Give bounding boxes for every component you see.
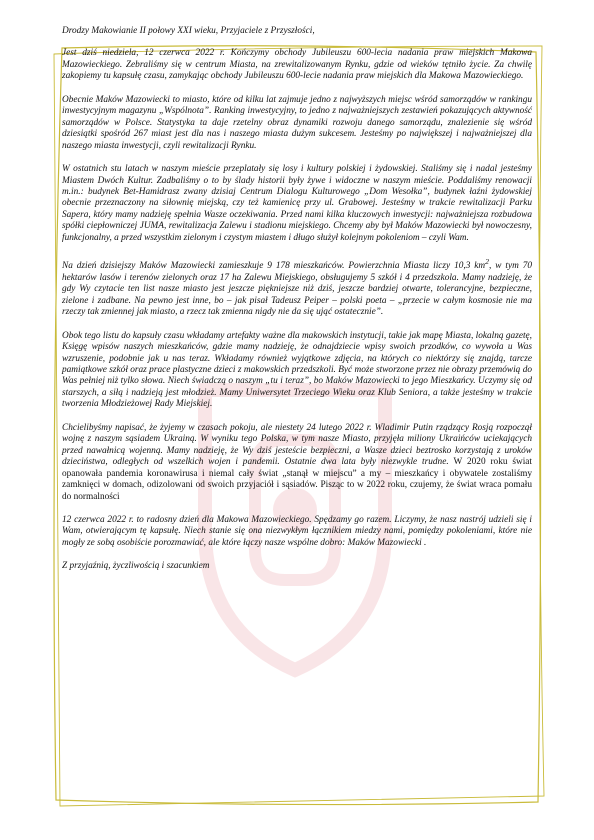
letter-body xyxy=(62,26,532,582)
paragraph-ranking: Obecnie Maków Mazowiecki to miasto, które od kilku lat zajmuje jedno z najwyższych miejsc wśród samorządów w rankingu inwestycyjnym magazynu „Wspólnota”. Ranking inwestycyjny, to jedno z najważniejszych zestawień pokazujących aktywność samorządów w Polsce. Statystyka ta daje rzetelny obraz dynamiki rozwoju danego samorządu, znalezienie się wśród dziesiątki spośród 267 miast jest dla nas i naszego miasta dużym sukcesem. Jesteśmy po największej i najważniejszej dla naszego miasta inwestycji, czyli rewitalizacji Rynku. xyxy=(62,94,532,151)
population-superscript: 2 xyxy=(485,257,489,267)
salutation: Drodzy Makowianie II połowy XXI wieku, Przyjaciele z Przyszłości, xyxy=(62,26,315,36)
paragraph-population xyxy=(62,256,532,318)
paragraph-intro: Jest dziś niedziela, 12 czerwca 2022 r. Kończymy obchody Jubileuszu 600-lecia nadania praw miejskich Makowa Mazowieckiego. Zebraliśmy się w centrum Miasta, na zrewitalizowanym Rynku, gdzie od wieków tętniło życie. Za chwilę zakopiemy tu kapsułę czasu, zamykając obchody Jubileuszu 600-lecie nadania praw miejskich dla Makowa Mazowieckiego. xyxy=(62,48,532,82)
paragraph-war xyxy=(62,423,532,503)
paragraph-artifacts: Obok tego listu do kapsuły czasu wkładamy artefakty ważne dla makowskich instytucji, takie jak mapę Miasta, lokalną gazetę, Księgę wpisów naszych mieszkańców, gdzie mamy nadzieję, że odnajdziecie wpisy swoich przodków, co wywoła u Was wzruszenie, podobnie jak u nas teraz. Wkładamy również wyjątkowe zdjęcia, na których co niektórzy się znajdą, tarcze pamiątkowe szkół oraz prace plastyczne dzieci z makowskich przedszkoli. Być może stworzone przez nie obrazy przemówią do Was pełniej niż tylko słowa. Niech świadczą o naszym „tu i teraz”, bo Maków Mazowiecki to jego Mieszkańcy. Uczymy się od starszych, a siłą i nadzieją jest młodzież. Mamy Uniwersytet Trzeciego Wieku oraz Klub Seniora, a także jesteśmy w trakcie tworzenia Młodzieżowej Rady Miejskiej. xyxy=(62,330,532,410)
war-text-italic: Chcielibyśmy napisać, że żyjemy w czasach pokoju, ale niestety 24 lutego 2022 r. Wladimir Putin rządzący Rosją rozpoczął wojnę z naszym sąsiadem Ukrainą. W wyniku tego Polska, w tym nasze Miasto, przyjęła miliony Ukraińców uciekających przed nawałnicą wojenną. Mamy nadzieję, że Wy dziś jesteście bezpieczni, a Wasze dzieci beztrosko korzystają z uroków dzieciństwa, odległych od wszelkich wojen i pandemii. Ostatnie dwa lata były niezwykle trudne. xyxy=(62,422,532,468)
population-text-b: , w tym 70 hektarów lasów i terenów zielonych oraz 17 ha Zalewu Miejskiego, obsługujemy 5 szkół i 4 przedszkola. Mamy nadzieję, że gdy Wy czytacie ten list nasze miasto jest jeszcze piękniejsze niż dziś, jeszcze bardziej otwarte, tolerancyjne, bezpieczne, zielone i zadbane. Na pewno jest inne, bo – jak pisał Tadeusz Peiper – polski poeta – „przecie w całym kosmosie nie ma rzeczy tak zmiennej jak miasto, a rzecz tak zmienna nigdy nie da się ująć ostatecznie”. xyxy=(62,261,533,318)
paragraph-history: W ostatnich stu latach w naszym mieście przeplatały się losy i kultury polskiej i żydowskiej. Staliśmy się i nadal jesteśmy Miastem Dwóch Kultur. Zadbaliśmy o to by ślady historii były żywe i widoczne w naszym mieście. Poddaliśmy renowacji m.in.: budynek Bet-Hamidrasz zwany dzisiaj Centrum Dialogu Kulturowego „Dom Wesołka”, budynek łaźni żydowskiej obecnie przeznaczony na siłownię miejską, czy też kamienicę przy ul. Grabowej. Jesteśmy w trakcie rewitalizacji Parku Sapera, który mamy nadzieję spełnia Wasze oczekiwania. Przed nami kilka kluczowych inwestycji: najważniejsza rozbudowa spółki ciepłowniczej JUMA, rewitalizacja Zalewu i stadionu miejskiego. Chcemy aby był Maków Mazowiecki był nowoczesny, funkcjonalny, a przed wszystkim zielonym i czystym miastem i długo służył kolejnym pokoleniom – czyli Wam. xyxy=(62,164,532,243)
population-text-a: Na dzień dzisiejszy Maków Mazowiecki zamieszkuje 9 178 mieszkańców. Powierzchnia Miasta liczy 10,3 km xyxy=(62,261,486,272)
paragraph-celebration: 12 czerwca 2022 r. to radosny dzień dla Makowa Mazowieckiego. Spędzamy go razem. Liczymy, że nasz nastrój udzieli się i Wam, otwierającym tę kapsułę. Niech stanie się ona niezwykłym łącznikiem miedzy nami, pomiędzy pokoleniami, które nie mogły ze sobą osobiście porozmawiać, ale które łączy nasze wspólne dobro: Maków Mazowiecki . xyxy=(62,514,532,548)
war-text-upright: W 2020 roku świat opanowała pandemia koronawirusa i niemal cały świat „stanął w miejscu” a my – mieszkańcy i obywatele zostaliśmy zamknięci w domach, odizolowani od swoich przyjaciół i sąsiadów. Pisząc to w 2022 roku, czujemy, że świat wraca pomału do normalności xyxy=(62,457,532,502)
closing-line: Z przyjaźnią, życzliwością i szacunkiem xyxy=(62,561,210,572)
